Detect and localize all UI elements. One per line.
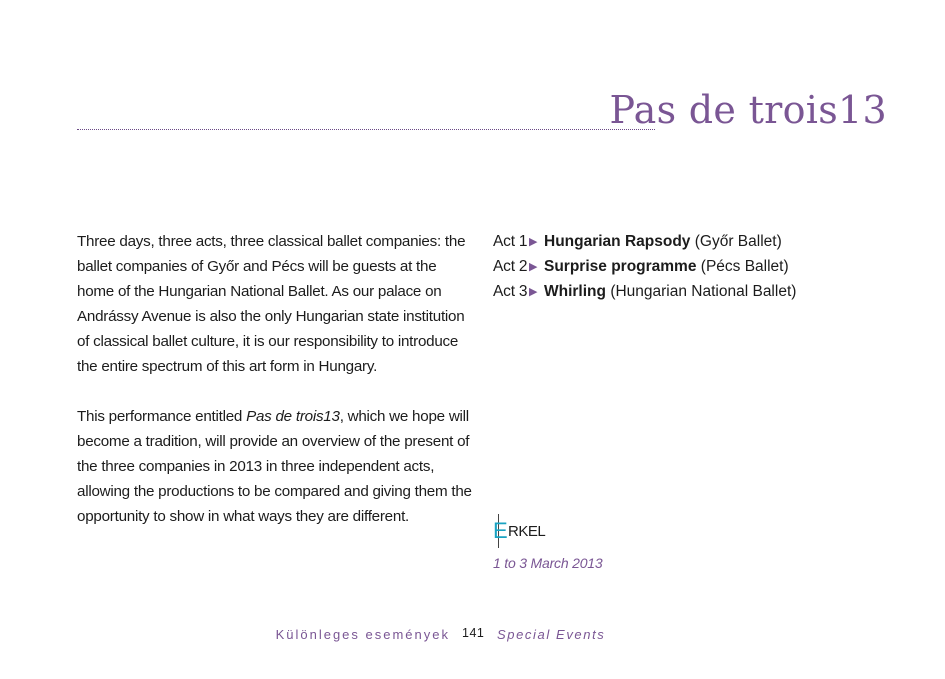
title-row: [77, 88, 887, 138]
event-date: 1 to 3 March 2013: [493, 555, 603, 571]
logo-rest-letters: RKEL: [508, 523, 546, 540]
footer-section-en: Special Events: [497, 627, 606, 642]
acts-list: [493, 229, 796, 304]
intro-paragraph-1: Three days, three acts, three classical ballet companies: the ballet companies of Győr and Pécs will be guests at the home of the Hungarian National Ballet. As our palace on Andrássy Avenue is also the only Hungarian state institution of classical ballet culture, it is our responsibility to introduce the entire spectrum of this art form in Hungary.: [77, 233, 466, 375]
logo-first-letter: E: [493, 518, 508, 543]
page-footer: [0, 626, 945, 646]
act-company: (Pécs Ballet): [700, 258, 789, 275]
act-number: Act 1: [493, 233, 528, 250]
act-number: Act 3: [493, 283, 528, 300]
dotted-rule: [77, 129, 655, 130]
triangle-right-icon: ▶: [529, 286, 538, 298]
triangle-right-icon: ▶: [529, 236, 538, 248]
intro-p2-end: , which we hope will become a tradition, will provide an overview of the present of the three companies in 2013 in three independent acts, allowing the productions to be compared and giving them the opportunity to show in what ways they are different.: [77, 408, 472, 525]
act-item: [493, 229, 796, 254]
page-title: Pas de trois13: [609, 88, 887, 132]
intro-text: [77, 229, 472, 554]
intro-p2-title: Pas de trois13: [246, 408, 340, 425]
act-company: (Hungarian National Ballet): [610, 283, 797, 300]
footer-section-hu: Különleges események: [275, 627, 450, 642]
act-number: Act 2: [493, 258, 528, 275]
intro-p2-start: This performance entitled: [77, 408, 247, 425]
act-item: [493, 279, 796, 304]
act-title: Whirling: [544, 283, 606, 300]
act-item: [493, 254, 796, 279]
erkel-logo: [493, 514, 563, 548]
intro-paragraph-2: [77, 404, 472, 529]
page-number: 141: [462, 626, 485, 640]
triangle-right-icon: ▶: [529, 261, 538, 273]
act-title: Surprise programme: [544, 258, 697, 275]
act-title: Hungarian Rapsody: [544, 233, 691, 250]
act-company: (Győr Ballet): [694, 233, 782, 250]
